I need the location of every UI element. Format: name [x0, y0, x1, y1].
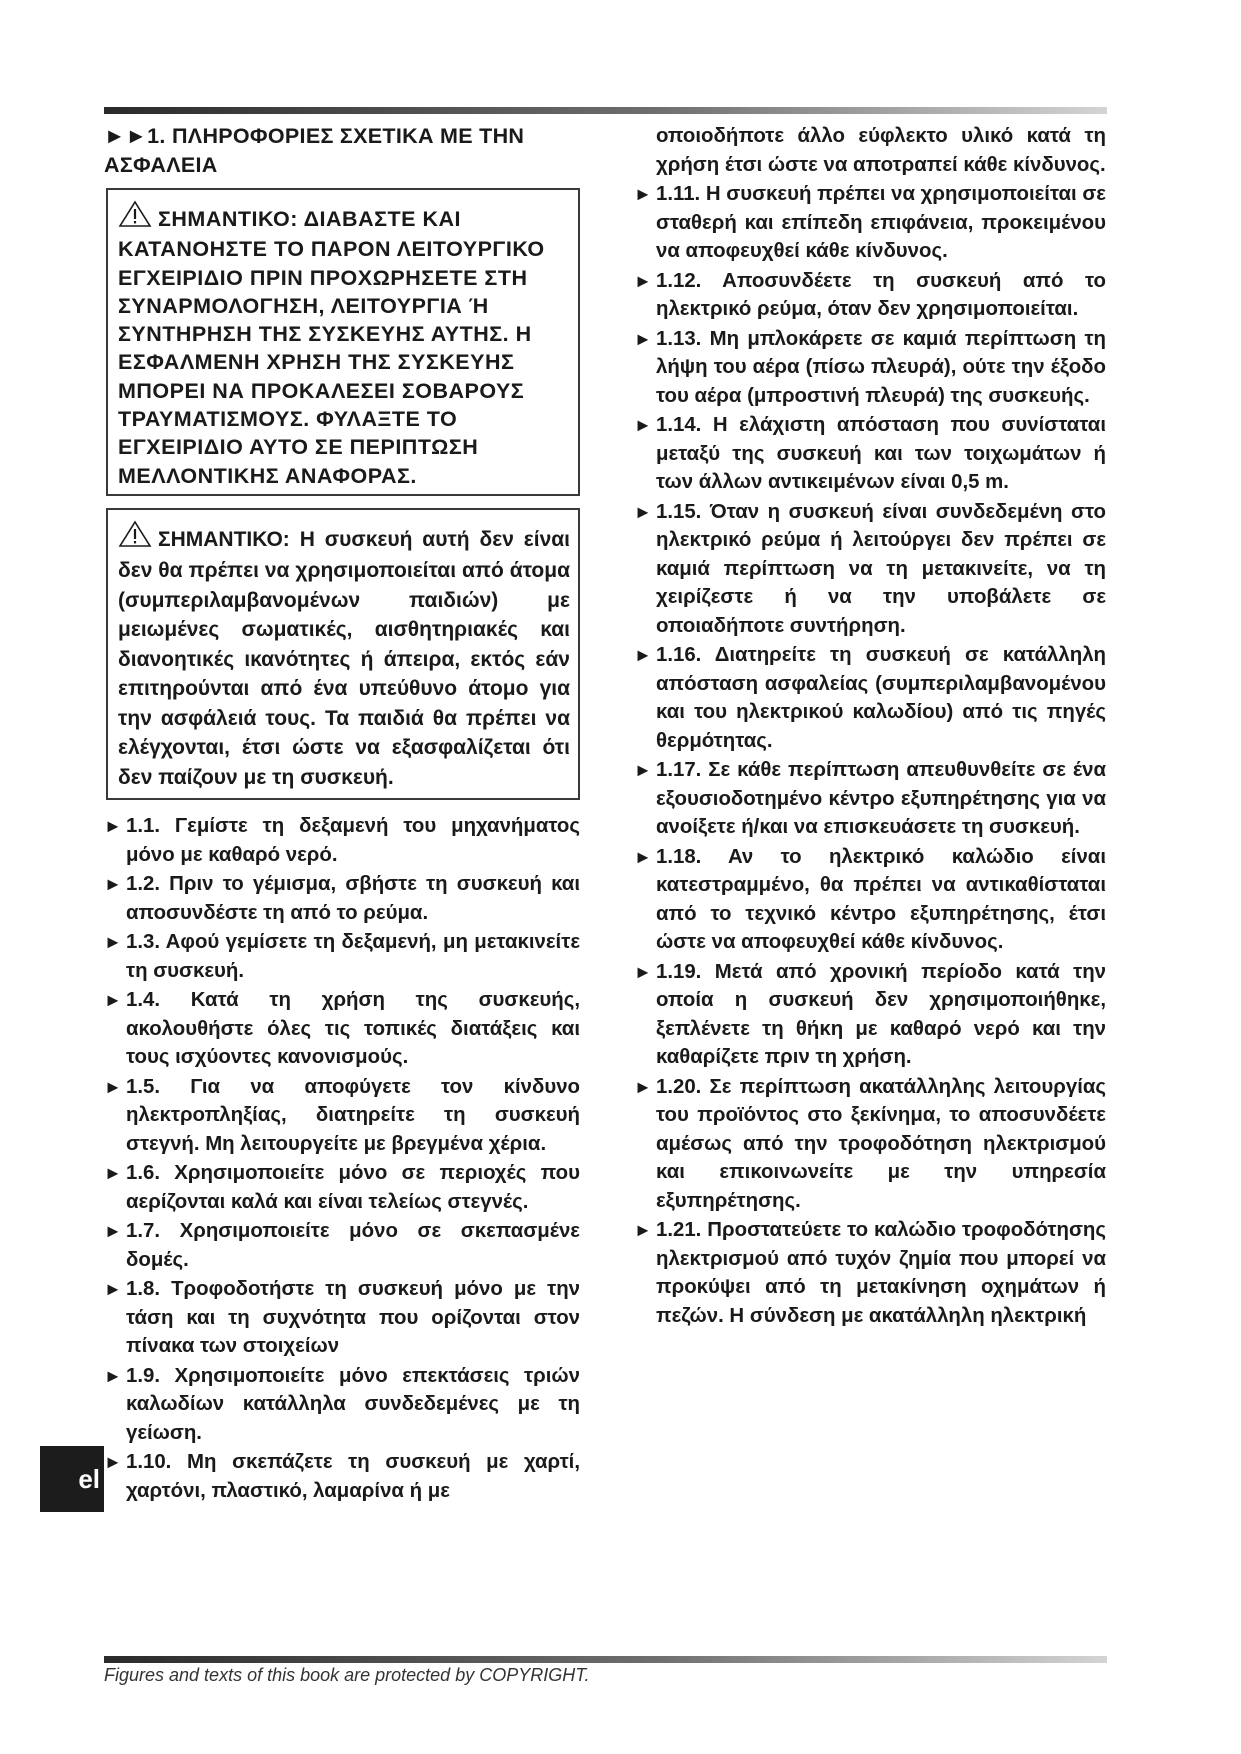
item-text: 1.18. Αν το ηλεκτρικό καλώδιο είναι κατεστραμμένο, θα πρέπει να αντικαθίσταται από το τεχνικό κέντρο εξυπηρέτησης, έτσι ώστε να αποφευχθεί κάθε κίνδυνος.: [656, 845, 1106, 953]
section-marker: ►►: [104, 124, 148, 148]
bullet-arrow-icon: ►: [104, 1452, 122, 1473]
item-text: 1.6. Χρησιμοποιείτε μόνο σε περιοχές που αερίζονται καλά και είναι τελείως στεγνές.: [126, 1162, 580, 1213]
warning-triangle-icon: [118, 200, 152, 235]
right-column: [634, 122, 1106, 1331]
bullet-arrow-icon: ►: [104, 1279, 122, 1300]
bullet-arrow-icon: ►: [104, 1221, 122, 1242]
bullet-arrow-icon: ►: [104, 1365, 122, 1386]
warning-text: Η συσκευή αυτή δεν είναι δεν θα πρέπει να χρησιμοποιείται από άτομα (συμπεριλαμβανομένων παιδιών) με μειωμένες σωματικές, αισθητηριακές και διανοητικές ικανότητες ή άπειρα, εκτός εάν επιτηρούνται από ένα υπεύθυνο άτομο για την ασφάλειά τους. Τα παιδιά θα πρέπει να ελέγχονται, έτσι ώστε να εξασφαλίζεται ότι δεν παίζουν με τη συσκευή.: [118, 527, 570, 789]
safety-item-1-17: [634, 756, 1106, 842]
safety-item-1-1: [104, 812, 580, 869]
item-text: 1.2. Πριν το γέμισμα, σβήστε τη συσκευή και αποσυνδέστε τη από το ρεύμα.: [126, 873, 580, 924]
warning-label: ΣΗΜΑΝΤΙΚΟ:: [158, 527, 290, 551]
item-text: 1.8. Τροφοδοτήστε τη συσκευή μόνο με την τάση και τη συχνότητα που ορίζονται στον πίνακα των στοιχείων: [126, 1278, 580, 1358]
footer-rule: [104, 1656, 1107, 1663]
safety-item-1-12: [634, 267, 1106, 324]
safety-item-1-18: [634, 843, 1106, 957]
safety-item-1-16: [634, 641, 1106, 755]
left-column: [104, 122, 580, 1506]
safety-item-1-20: [634, 1073, 1106, 1216]
item-text: 1.4. Κατά τη χρήση της συσκευής, ακολουθήστε όλες τις τοπικές διατάξεις και τους ισχύοντες κανονισμούς.: [126, 989, 580, 1069]
item-text: 1.7. Χρησιμοποιείτε μόνο σε σκεπασμένε δομές.: [126, 1220, 580, 1271]
bullet-arrow-icon: ►: [634, 645, 652, 665]
item-text: 1.20. Σε περίπτωση ακατάλληλης λειτουργίας του προϊόντος στο ξεκίνημα, το αποσυνδέετε αμέσως από την τροφοδότηση ηλεκτρισμού και επικοινωνείτε με την υπηρεσία εξυπηρέτησης.: [656, 1075, 1106, 1212]
safety-item-1-11: [634, 180, 1106, 266]
warning-box-manual: [106, 188, 580, 496]
bullet-arrow-icon: ►: [634, 328, 652, 349]
safety-item-1-7: [104, 1217, 580, 1274]
bullet-arrow-icon: ►: [634, 270, 652, 291]
item-text: 1.11. Η συσκευή πρέπει να χρησιμοποιείται σε σταθερή και επίπεδη επιφάνεια, προκειμένου να αποφευχθεί κάθε κίνδυνος.: [656, 183, 1106, 262]
safety-item-1-4: [104, 986, 580, 1072]
warning-box-users: [106, 508, 580, 801]
bullet-arrow-icon: ►: [634, 415, 652, 435]
header-rule: [104, 107, 1107, 114]
item-text: 1.9. Χρησιμοποιείτε μόνο επεκτάσεις τριών καλωδίων κατάλληλα συνδεδεμένες με τη γείωση.: [126, 1364, 580, 1444]
copyright-footer: Figures and texts of this book are protected by COPYRIGHT.: [104, 1665, 590, 1685]
safety-item-1-21: [634, 1216, 1106, 1330]
bullet-arrow-icon: ►: [634, 760, 652, 780]
warning-text: ΚΑΙ ΚΑΤΑΝΟΗΣΤΕ ΤΟ ΠΑΡΟΝ ΛΕΙΤΟΥΡΓΙΚΟ ΕΓΧΕΙΡΙΔΙΟ ΠΡΙΝ ΠΡΟΧΩΡΗΣΕΤΕ ΣΤΗ ΣΥΝΑΡΜΟΛΟΓΗΣΗ, ΛΕΙΤΟΥΡΓΙΑ Ή ΣΥΝΤΗΡΗΣΗ ΤΗΣ ΣΥΣΚΕΥΗΣ ΑΥΤΗΣ. Η ΕΣΦΑΛΜΕΝΗ ΧΡΗΣΗ ΤΗΣ ΣΥΣΚΕΥΗΣ ΜΠΟΡΕΙ ΝΑ ΠΡΟΚΑΛΕΣΕΙ ΣΟΒΑΡΟΥΣ ΤΡΑΥΜΑΤΙΣΜΟΥΣ. ΦΥΛΑΞΤΕ ΤΟ ΕΓΧΕΙΡΙΔΙΟ ΑΥΤΟ ΣΕ ΠΕΡΙΠΤΩΣΗ ΜΕΛΛΟΝΤΙΚΗΣ ΑΝΑΦΟΡΑΣ.: [118, 207, 545, 488]
safety-item-1-5: [104, 1073, 580, 1159]
section-heading: [104, 122, 580, 180]
item-text: 1.5. Για να αποφύγετε τον κίνδυνο ηλεκτροπληξίας, διατηρείτε τη συσκευή στεγνή. Μη λειτουργείτε με βρεγμένα χέρια.: [126, 1075, 580, 1155]
item-text: 1.17. Σε κάθε περίπτωση απευθυνθείτε σε ένα εξουσιοδοτημένο κέντρο εξυπηρέτησης για να ανοίξετε ή/και να επισκευάσετε τη συσκευή.: [656, 759, 1106, 838]
bullet-arrow-icon: ►: [104, 932, 122, 953]
safety-item-1-19: [634, 958, 1106, 1072]
item-text: 1.14. Η ελάχιστη απόσταση που συνίσταται μεταξύ της συσκευή και των τοιχωμάτων ή των άλλων αντικειμένων είναι 0,5 m.: [656, 414, 1106, 493]
safety-item-1-3: [104, 928, 580, 985]
item-text: 1.16. Διατηρείτε τη συσκευή σε κατάλληλη απόσταση ασφαλείας (συμπεριλαμβανομένου και του ηλεκτρικού καλωδίου) από τις πηγές θερμότητας.: [656, 644, 1106, 752]
item-text: 1.12. Αποσυνδέετε τη συσκευή από το ηλεκτρικό ρεύμα, όταν δεν χρησιμοποιείται.: [656, 269, 1106, 320]
bullet-arrow-icon: ►: [634, 184, 652, 204]
safety-item-1-13: [634, 325, 1106, 411]
safety-item-1-6: [104, 1159, 580, 1216]
item-text: 1.3. Αφού γεμίσετε τη δεξαμενή, μη μετακινείτε τη συσκευή.: [126, 931, 580, 982]
bullet-arrow-icon: ►: [104, 990, 122, 1011]
item-text: 1.19. Μετά από χρονική περίοδο κατά την οποία η συσκευή δεν χρησιμοποιήθηκε, ξεπλένετε τη θήκη με καθαρό νερό και την καθαρίζετε πριν τη χρήση.: [656, 960, 1106, 1068]
bullet-arrow-icon: ►: [104, 874, 122, 895]
bullet-arrow-icon: ►: [104, 816, 122, 837]
item-text: 1.15. Όταν η συσκευή είναι συνδεδεμένη στο ηλεκτρικό ρεύμα ή λειτούργει δεν πρέπει σε καμιά περίπτωση να τη μετακινείτε, να τη χειρίζεστε ή να την υποβάλετε σε οποιαδήποτε συντήρηση.: [656, 500, 1106, 637]
safety-item-1-15: [634, 498, 1106, 641]
section-title: 1. ΠΛΗΡΟΦΟΡΙΕΣ ΣΧΕΤΙΚΑ ΜΕ ΤΗΝ ΑΣΦΑΛΕΙΑ: [104, 124, 525, 177]
safety-item-1-10: [104, 1448, 580, 1505]
safety-item-1-14: [634, 411, 1106, 497]
bullet-arrow-icon: ►: [634, 1076, 652, 1097]
warning-label: ΣΗΜΑΝΤΙΚΟ: ΔΙΑΒΑΣΤΕ: [158, 207, 416, 231]
safety-item-1-9: [104, 1362, 580, 1448]
item-text: 1.1. Γεμίστε τη δεξαμενή του μηχανήματος μόνο με καθαρό νερό.: [126, 815, 580, 866]
bullet-arrow-icon: ►: [634, 961, 652, 982]
bullet-arrow-icon: ►: [104, 1076, 122, 1097]
bullet-arrow-icon: ►: [634, 846, 652, 867]
language-tab: el: [40, 1446, 104, 1512]
continued-text: οποιοδήποτε άλλο εύφλεκτο υλικό κατά τη χρήση έτσι ώστε να αποτραπεί κάθε κίνδυνος.: [656, 125, 1106, 176]
bullet-arrow-icon: ►: [634, 501, 652, 522]
item-text: 1.10. Μη σκεπάζετε τη συσκευή με χαρτί, χαρτόνι, πλαστικό, λαμαρίνα ή με: [126, 1451, 580, 1502]
item-text: 1.21. Προστατεύετε το καλώδιο τροφοδότησης ηλεκτρισμού από τυχόν ζημία που μπορεί να προκύψει από τη μετακίνηση οχημάτων ή πεζών. Η σύνδεση με ακατάλληλη ηλεκτρική: [656, 1219, 1106, 1327]
bullet-arrow-icon: ►: [104, 1163, 122, 1184]
safety-item-1-2: [104, 870, 580, 927]
bullet-arrow-icon: ►: [634, 1220, 652, 1240]
warning-triangle-icon: [118, 520, 152, 557]
item-text: 1.13. Μη μπλοκάρετε σε καμιά περίπτωση τη λήψη του αέρα (πίσω πλευρά), ούτε την έξοδο του αέρα (μπροστινή πλευρά) της συσκευής.: [656, 327, 1106, 407]
safety-item-1-8: [104, 1275, 580, 1361]
